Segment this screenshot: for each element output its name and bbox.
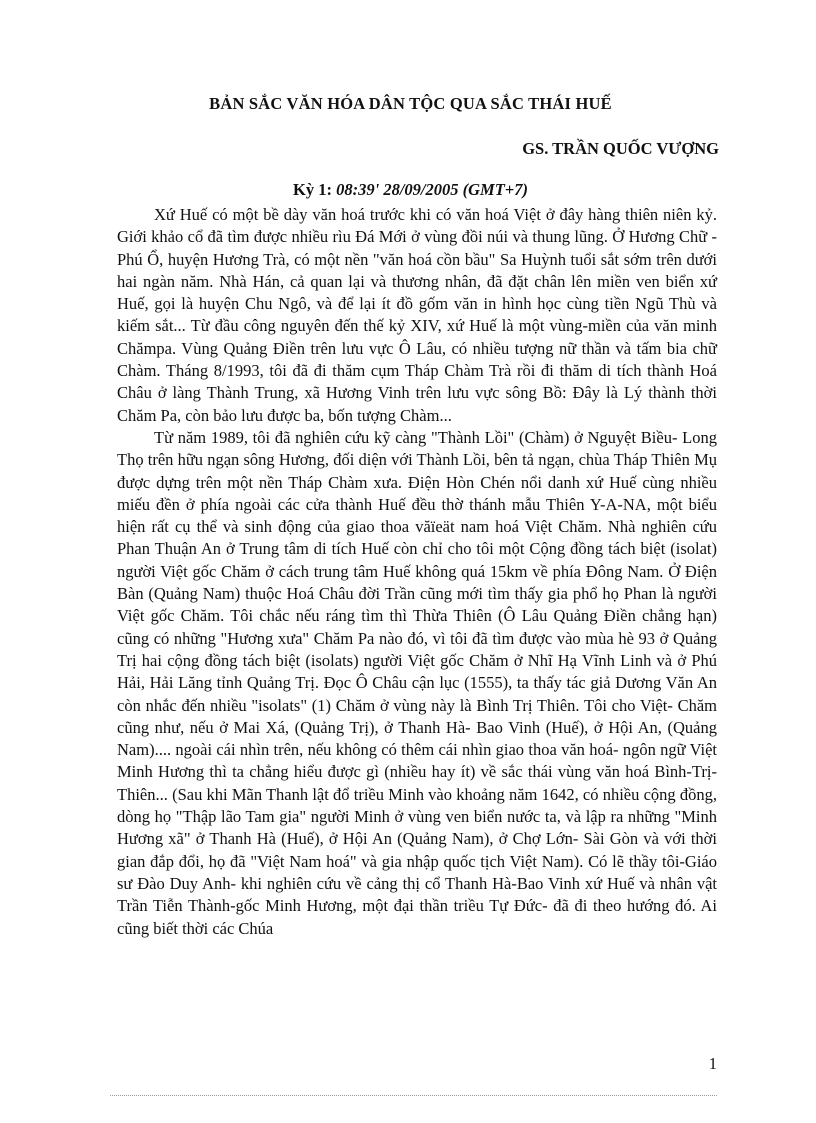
issue-label: Kỳ 1: — [293, 180, 333, 199]
author-name: GS. TRẦN QUỐC VƯỢNG — [522, 139, 719, 158]
paragraph-1: Xứ Huế có một bề dày văn hoá trước khi có văn hoá Việt ở đây hàng thiên niên kỷ. Giới khảo cổ đã tìm được nhiều rìu Đá Mới ở vùng đồi núi và thung lũng. Ở Hương Chữ - Phú Ổ, huyện Hương Trà, có một nền "văn hoá cồn bầu" Sa Huỳnh tuổi sắt sớm trên dưới hai ngàn năm. Nhà Hán, cả quan lại và thương nhân, đã đặt chân lên miền ven biển xứ Huế, gọi là huyện Chu Ngô, và để lại ít đồ gốm văn in hình học cùng tiền Ngũ Thù và kiếm sắt... Từ đầu công nguyên đến thế kỷ XIV, xứ Huế là một vùng-miền của văn minh Chămpa. Vùng Quảng Điền trên lưu vực Ô Lâu, có nhiều tượng nữ thần và tấm bia chữ Chàm. Tháng 8/1993, tôi đã đi thăm cụm Tháp Chàm Trà rồi đi thăm di tích thành Hoá Châu ở làng Thành Trung, xã Hương Vinh trên lưu vực sông Bồ: Đây là Lý thành thời Chăm Pa, còn bảo lưu được ba, bốn tượng Chàm... — [117, 205, 717, 425]
paragraph-2: Từ năm 1989, tôi đã nghiên cứu kỹ càng "Thành Lồi" (Chàm) ở Nguyệt Biều- Long Thọ trên hữu ngạn sông Hương, đối diện với Thành Lồi, bên tả ngạn, chùa Tháp Thiên Mụ được dựng trên một nền Tháp Chàm xưa. Điện Hòn Chén nổi danh xứ Huế cùng nhiều miếu đền ở phía ngoài các cửa thành Huế đều thờ thánh mẫu Thiên Y-A-NA, một biểu hiện rất cụ thể và sinh động của giao thoa văïeät nam hoá Việt Chăm. Nhà nghiên cứu Phan Thuận An ở Trung tâm di tích Huế còn chỉ cho tôi một Cộng đồng tách biệt (isolat) người Việt gốc Chăm ở cách trung tâm Huế không quá 15km về phía Đông Nam. Ở Điện Bàn (Quảng Nam) thuộc Hoá Châu đời Trần cũng mới tìm thấy gia phổ họ Phan là người Việt gốc Chăm. Tôi chắc nếu ráng tìm thì Thừa Thiên (Ô Lâu Quảng Điền chẳng hạn) cũng có những "Hương xưa" Chăm Pa nào đó, vì tôi đã tìm được vào mùa hè 93 ở Quảng Trị hai cộng đồng tách biệt (isolats) người Việt gốc Chăm ở Nhĩ Hạ Vĩnh Linh và ở Phú Hải, Hải Lăng tỉnh Quảng Trị. Đọc Ô Châu cận lục (1555), ta thấy tác giả Dương Văn An còn nhắc đến nhiều "isolats" (1) Chăm ở vùng này là Bình Trị Thiên. Tôi cho Việt- Chăm cũng như, nếu ở Mai Xá, (Quảng Trị), ở Thanh Hà- Bao Vinh (Huế), ở Hội An, (Quảng Nam).... ngoài cái nhìn trên, nếu không có thêm cái nhìn giao thoa văn hoá- ngôn ngữ Việt Minh Hương thì ta chẳng hiểu được gì (nhiều hay ít) về sắc thái vùng văn hoá Bình-Trị-Thiên... (Sau khi Mãn Thanh lật đổ triều Minh vào khoảng năm 1642, có nhiều cộng đồng, dòng họ "Thập lão Tam gia" người Minh ở vùng ven biển nước ta, và lập ra những "Minh Hương xã" ở Thanh Hà (Huế), ở Hội An (Quảng Nam), ở Chợ Lớn- Sài Gòn và với thời gian đắp đổi, họ đã "Việt Nam hoá" và gia nhập quốc tịch Việt Nam). Có lẽ thầy tôi-Giáo sư Đào Duy Anh- khi nghiên cứu về cảng thị cổ Thanh Hà-Bao Vinh xứ Huế và nhân vật Trần Tiễn Thành-gốc Minh Hương, một đại thần triều Tự Đức- đã đi theo hướng đó. Ai cũng biết thời các Chúa — [117, 427, 717, 938]
footer-divider — [110, 1095, 717, 1096]
document-title: BẢN SẮC VĂN HÓA DÂN TỘC QUA SẮC THÁI HUẾ — [209, 94, 612, 113]
page-number: 1 — [708, 1054, 717, 1073]
issue-date: 08:39' 28/09/2005 (GMT+7) — [336, 180, 528, 199]
document-body — [117, 204, 717, 940]
issue-line — [100, 180, 721, 200]
